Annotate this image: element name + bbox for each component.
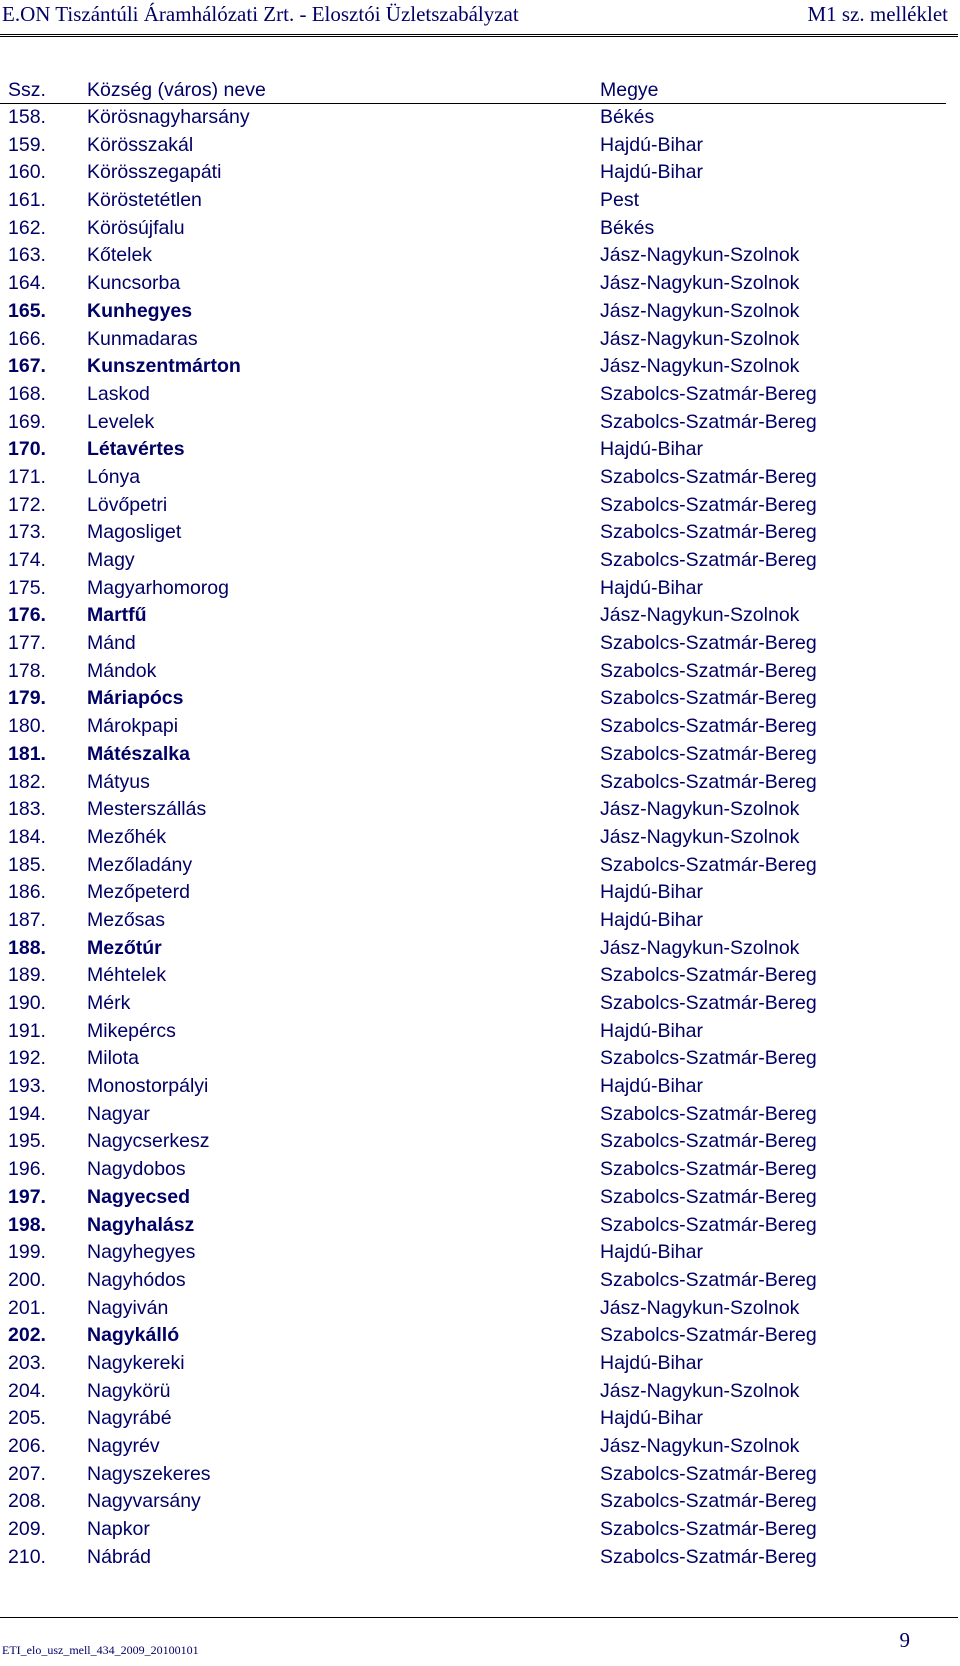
row-number: 200. bbox=[8, 1268, 46, 1291]
settlement-name: Kunmadaras bbox=[87, 327, 198, 350]
settlement-name: Laskod bbox=[87, 382, 150, 405]
row-number: 192. bbox=[8, 1047, 46, 1070]
table-row bbox=[0, 824, 946, 852]
county-name: Jász-Nagykun-Szolnok bbox=[600, 355, 800, 378]
row-number: 187. bbox=[8, 908, 46, 931]
table-row bbox=[0, 935, 946, 963]
settlement-name: Létavértes bbox=[87, 438, 185, 461]
settlement-name: Mezőpeterd bbox=[87, 881, 190, 904]
settlement-name: Mátészalka bbox=[87, 742, 190, 765]
county-name: Pest bbox=[600, 189, 640, 212]
table-row bbox=[0, 1267, 946, 1295]
settlement-name: Nagykálló bbox=[87, 1324, 180, 1347]
table-row bbox=[0, 242, 946, 270]
settlement-name: Nagydobos bbox=[87, 1158, 186, 1181]
row-number: 201. bbox=[8, 1296, 46, 1319]
row-number: 185. bbox=[8, 853, 46, 876]
table-body bbox=[0, 104, 946, 1571]
table-row bbox=[0, 1128, 946, 1156]
settlement-name: Máriapócs bbox=[87, 687, 184, 710]
table-row bbox=[0, 1322, 946, 1350]
county-name: Hajdú-Bihar bbox=[600, 438, 703, 461]
table-row bbox=[0, 159, 946, 187]
settlement-name: Mikepércs bbox=[87, 1019, 176, 1042]
table-row bbox=[0, 685, 946, 713]
settlement-name: Kunszentmárton bbox=[87, 355, 241, 378]
county-name: Jász-Nagykun-Szolnok bbox=[600, 327, 800, 350]
county-name: Hajdú-Bihar bbox=[600, 133, 703, 156]
settlement-name: Nábrád bbox=[87, 1545, 151, 1568]
settlement-name: Körösnagyharsány bbox=[87, 106, 250, 128]
footer-document-id: ETI_elo_usz_mell_434_2009_20100101 bbox=[2, 1643, 199, 1657]
table-row bbox=[0, 769, 946, 797]
row-number: 160. bbox=[8, 161, 46, 184]
settlement-name: Mérk bbox=[87, 992, 131, 1014]
table-row bbox=[0, 852, 946, 880]
settlement-name: Kunhegyes bbox=[87, 299, 193, 322]
row-number: 177. bbox=[8, 632, 46, 655]
settlement-name: Nagyhalász bbox=[87, 1213, 195, 1236]
table-row bbox=[0, 741, 946, 769]
table-row bbox=[0, 1212, 946, 1240]
county-name: Szabolcs-Szatmár-Bereg bbox=[600, 493, 817, 516]
row-number: 208. bbox=[8, 1490, 46, 1513]
table-row bbox=[0, 270, 946, 298]
footer-divider bbox=[0, 1617, 958, 1618]
county-name: Szabolcs-Szatmár-Bereg bbox=[600, 1130, 817, 1153]
table-row bbox=[0, 104, 946, 132]
row-number: 203. bbox=[8, 1351, 46, 1374]
row-number: 186. bbox=[8, 881, 46, 904]
county-name: Szabolcs-Szatmár-Bereg bbox=[600, 521, 817, 544]
county-name: Hajdú-Bihar bbox=[600, 1241, 703, 1264]
table-row bbox=[0, 187, 946, 215]
settlement-name: Kőtelek bbox=[87, 244, 153, 267]
row-number: 207. bbox=[8, 1462, 46, 1485]
settlement-name: Körösújfalu bbox=[87, 216, 185, 239]
settlement-name: Nagyiván bbox=[87, 1296, 169, 1319]
table-row bbox=[0, 326, 946, 354]
county-name: Szabolcs-Szatmár-Bereg bbox=[600, 742, 817, 765]
county-name: Szabolcs-Szatmár-Bereg bbox=[600, 770, 817, 793]
settlement-name: Lónya bbox=[87, 465, 141, 488]
county-name: Hajdú-Bihar bbox=[600, 576, 703, 599]
table-row bbox=[0, 381, 946, 409]
table-row bbox=[0, 1488, 946, 1516]
row-number: 206. bbox=[8, 1435, 46, 1457]
row-number: 183. bbox=[8, 798, 46, 821]
county-name: Békés bbox=[600, 216, 655, 239]
settlement-name: Mezőtúr bbox=[87, 936, 162, 959]
settlement-table bbox=[0, 77, 946, 1571]
county-name: Jász-Nagykun-Szolnok bbox=[600, 1435, 800, 1457]
county-name: Szabolcs-Szatmár-Bereg bbox=[600, 1047, 817, 1070]
row-number: 171. bbox=[8, 465, 46, 488]
row-number: 195. bbox=[8, 1130, 46, 1153]
row-number: 191. bbox=[8, 1019, 46, 1042]
table-row bbox=[0, 492, 946, 520]
table-row bbox=[0, 547, 946, 575]
table-row bbox=[0, 713, 946, 741]
county-name: Szabolcs-Szatmár-Bereg bbox=[600, 1545, 817, 1568]
column-header-county: Megye bbox=[600, 79, 659, 101]
settlement-name: Méhtelek bbox=[87, 964, 167, 987]
settlement-name: Nagyar bbox=[87, 1102, 150, 1125]
settlement-name: Lövőpetri bbox=[87, 493, 168, 516]
table-row bbox=[0, 879, 946, 907]
table-row bbox=[0, 658, 946, 686]
row-number: 169. bbox=[8, 410, 46, 433]
row-number: 158. bbox=[8, 106, 46, 128]
row-number: 194. bbox=[8, 1102, 46, 1125]
row-number: 161. bbox=[8, 189, 46, 212]
table-row bbox=[0, 602, 946, 630]
row-number: 174. bbox=[8, 549, 46, 571]
row-number: 162. bbox=[8, 216, 46, 239]
table-row bbox=[0, 215, 946, 243]
settlement-name: Köröstetétlen bbox=[87, 189, 202, 212]
row-number: 199. bbox=[8, 1241, 46, 1264]
settlement-name: Mesterszállás bbox=[87, 798, 207, 821]
table-row bbox=[0, 1433, 946, 1461]
column-header-settlement: Község (város) neve bbox=[87, 79, 266, 101]
settlement-name: Martfű bbox=[87, 604, 147, 627]
row-number: 163. bbox=[8, 244, 46, 267]
row-number: 166. bbox=[8, 327, 46, 350]
row-number: 197. bbox=[8, 1185, 46, 1208]
county-name: Hajdú-Bihar bbox=[600, 908, 703, 931]
county-name: Hajdú-Bihar bbox=[600, 881, 703, 904]
row-number: 159. bbox=[8, 133, 46, 156]
county-name: Hajdú-Bihar bbox=[600, 1407, 703, 1430]
settlement-name: Mánd bbox=[87, 632, 136, 655]
table-row bbox=[0, 1405, 946, 1433]
table-row bbox=[0, 519, 946, 547]
row-number: 198. bbox=[8, 1213, 46, 1236]
row-number: 165. bbox=[8, 299, 46, 322]
settlement-name: Milota bbox=[87, 1047, 140, 1070]
settlement-name: Magyarhomorog bbox=[87, 576, 229, 599]
county-name: Szabolcs-Szatmár-Bereg bbox=[600, 410, 817, 433]
county-name: Jász-Nagykun-Szolnok bbox=[600, 272, 800, 295]
row-number: 204. bbox=[8, 1379, 46, 1402]
county-name: Szabolcs-Szatmár-Bereg bbox=[600, 992, 817, 1014]
header-appendix-label: M1 sz. melléklet bbox=[807, 2, 948, 26]
table-row bbox=[0, 575, 946, 603]
table-header-row bbox=[0, 77, 946, 104]
table-row bbox=[0, 990, 946, 1018]
table-row bbox=[0, 409, 946, 437]
table-row bbox=[0, 1544, 946, 1572]
settlement-name: Levelek bbox=[87, 410, 155, 433]
table-row bbox=[0, 907, 946, 935]
table-row bbox=[0, 796, 946, 824]
county-name: Hajdú-Bihar bbox=[600, 161, 703, 184]
row-number: 176. bbox=[8, 604, 46, 627]
county-name: Szabolcs-Szatmár-Bereg bbox=[600, 1518, 817, 1541]
row-number: 180. bbox=[8, 715, 46, 738]
county-name: Hajdú-Bihar bbox=[600, 1351, 703, 1374]
table-row bbox=[0, 962, 946, 990]
settlement-name: Mezőladány bbox=[87, 853, 193, 876]
county-name: Szabolcs-Szatmár-Bereg bbox=[600, 1490, 817, 1513]
row-number: 173. bbox=[8, 521, 46, 544]
county-name: Jász-Nagykun-Szolnok bbox=[600, 1296, 800, 1319]
table-row bbox=[0, 1461, 946, 1489]
table-row bbox=[0, 298, 946, 326]
settlement-name: Mátyus bbox=[87, 770, 150, 793]
row-number: 193. bbox=[8, 1075, 46, 1098]
county-name: Szabolcs-Szatmár-Bereg bbox=[600, 659, 817, 682]
settlement-name: Kuncsorba bbox=[87, 272, 181, 295]
row-number: 170. bbox=[8, 438, 46, 461]
table-row bbox=[0, 1073, 946, 1101]
county-name: Jász-Nagykun-Szolnok bbox=[600, 825, 800, 848]
county-name: Szabolcs-Szatmár-Bereg bbox=[600, 465, 817, 488]
county-name: Békés bbox=[600, 106, 655, 128]
settlement-name: Magy bbox=[87, 549, 135, 571]
county-name: Hajdú-Bihar bbox=[600, 1019, 703, 1042]
row-number: 168. bbox=[8, 382, 46, 405]
header-title: E.ON Tiszántúli Áramhálózati Zrt. - Elosztói Üzletszabályzat bbox=[2, 2, 519, 26]
settlement-name: Körösszegapáti bbox=[87, 161, 222, 184]
header-divider bbox=[0, 34, 958, 37]
row-number: 172. bbox=[8, 493, 46, 516]
settlement-name: Körösszakál bbox=[87, 133, 194, 156]
row-number: 175. bbox=[8, 576, 46, 599]
settlement-name: Magosliget bbox=[87, 521, 182, 544]
settlement-name: Nagycserkesz bbox=[87, 1130, 210, 1153]
row-number: 210. bbox=[8, 1545, 46, 1568]
row-number: 196. bbox=[8, 1158, 46, 1181]
page-header bbox=[0, 0, 960, 36]
table-row bbox=[0, 132, 946, 160]
table-row bbox=[0, 464, 946, 492]
row-number: 184. bbox=[8, 825, 46, 848]
county-name: Jász-Nagykun-Szolnok bbox=[600, 936, 800, 959]
row-number: 167. bbox=[8, 355, 46, 378]
table-row bbox=[0, 436, 946, 464]
settlement-name: Márokpapi bbox=[87, 715, 179, 738]
table-row bbox=[0, 1516, 946, 1544]
county-name: Szabolcs-Szatmár-Bereg bbox=[600, 687, 817, 710]
county-name: Szabolcs-Szatmár-Bereg bbox=[600, 964, 817, 987]
settlement-name: Nagyrév bbox=[87, 1435, 160, 1457]
row-number: 202. bbox=[8, 1324, 46, 1347]
table-row bbox=[0, 1045, 946, 1073]
row-number: 181. bbox=[8, 742, 46, 765]
row-number: 205. bbox=[8, 1407, 46, 1430]
county-name: Szabolcs-Szatmár-Bereg bbox=[600, 549, 817, 571]
settlement-name: Nagykörü bbox=[87, 1379, 171, 1402]
settlement-name: Mezőhék bbox=[87, 825, 167, 848]
settlement-name: Nagyecsed bbox=[87, 1185, 190, 1208]
table-row bbox=[0, 630, 946, 658]
county-name: Jász-Nagykun-Szolnok bbox=[600, 244, 800, 267]
row-number: 182. bbox=[8, 770, 46, 793]
row-number: 209. bbox=[8, 1518, 46, 1541]
county-name: Szabolcs-Szatmár-Bereg bbox=[600, 1102, 817, 1125]
table-row bbox=[0, 1184, 946, 1212]
county-name: Szabolcs-Szatmár-Bereg bbox=[600, 632, 817, 655]
row-number: 179. bbox=[8, 687, 46, 710]
county-name: Szabolcs-Szatmár-Bereg bbox=[600, 715, 817, 738]
row-number: 189. bbox=[8, 964, 46, 987]
settlement-name: Napkor bbox=[87, 1518, 150, 1541]
county-name: Szabolcs-Szatmár-Bereg bbox=[600, 1213, 817, 1236]
table-row bbox=[0, 1378, 946, 1406]
row-number: 188. bbox=[8, 936, 46, 959]
county-name: Szabolcs-Szatmár-Bereg bbox=[600, 382, 817, 405]
settlement-name: Nagyhódos bbox=[87, 1268, 186, 1291]
county-name: Szabolcs-Szatmár-Bereg bbox=[600, 853, 817, 876]
row-number: 190. bbox=[8, 992, 46, 1014]
settlement-name: Mándok bbox=[87, 659, 157, 682]
county-name: Hajdú-Bihar bbox=[600, 1075, 703, 1098]
county-name: Jász-Nagykun-Szolnok bbox=[600, 798, 800, 821]
table-row bbox=[0, 1350, 946, 1378]
page-number: 9 bbox=[899, 1628, 910, 1652]
settlement-name: Mezősas bbox=[87, 908, 166, 931]
county-name: Szabolcs-Szatmár-Bereg bbox=[600, 1462, 817, 1485]
column-header-number: Ssz. bbox=[8, 79, 46, 101]
settlement-name: Nagyszekeres bbox=[87, 1462, 211, 1485]
county-name: Szabolcs-Szatmár-Bereg bbox=[600, 1185, 817, 1208]
county-name: Szabolcs-Szatmár-Bereg bbox=[600, 1158, 817, 1181]
settlement-name: Nagyvarsány bbox=[87, 1490, 201, 1513]
county-name: Jász-Nagykun-Szolnok bbox=[600, 299, 800, 322]
settlement-name: Nagyrábé bbox=[87, 1407, 172, 1430]
table-row bbox=[0, 1239, 946, 1267]
table-row bbox=[0, 1156, 946, 1184]
settlement-name: Nagykereki bbox=[87, 1351, 185, 1374]
settlement-name: Monostorpályi bbox=[87, 1075, 209, 1098]
table-row bbox=[0, 1101, 946, 1129]
county-name: Szabolcs-Szatmár-Bereg bbox=[600, 1268, 817, 1291]
row-number: 164. bbox=[8, 272, 46, 295]
county-name: Szabolcs-Szatmár-Bereg bbox=[600, 1324, 817, 1347]
county-name: Jász-Nagykun-Szolnok bbox=[600, 604, 800, 627]
table-row bbox=[0, 1295, 946, 1323]
row-number: 178. bbox=[8, 659, 46, 682]
table-row bbox=[0, 353, 946, 381]
settlement-name: Nagyhegyes bbox=[87, 1241, 196, 1264]
table-row bbox=[0, 1018, 946, 1046]
county-name: Jász-Nagykun-Szolnok bbox=[600, 1379, 800, 1402]
